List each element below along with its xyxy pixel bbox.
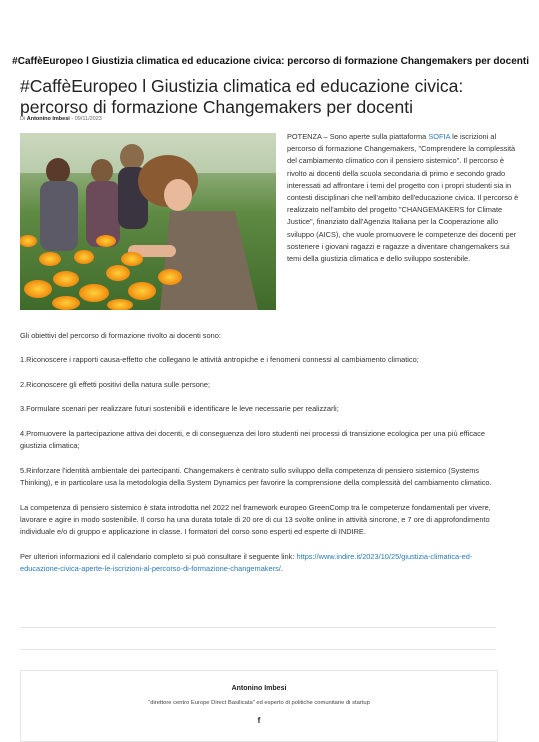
sofia-link[interactable]: SOFIA (428, 132, 451, 141)
article-title: #CaffèEuropeo l Giustizia climatica ed educazione civica: percorso di formazione Changemakers per docenti (20, 76, 464, 117)
objective-item: 2.Riconoscere gli effetti positivi della natura sulle persone; (20, 379, 211, 389)
meta-prefix: Di (20, 116, 26, 122)
indire-link[interactable]: https://www.indire.it/2023/10/25/giustizia-climatica-ed-educazione-civica-aperte-le-iscrizioni-al-percorso-di-formazione-changemakers/ (20, 551, 473, 573)
article-date: 09/11/2023 (74, 116, 102, 122)
author-box (20, 670, 498, 742)
objective-item: 4.Promuovere la partecipazione attiva dei docenti, e di conseguenza dei loro studenti nei processi di transizione ecologica per una più efficace giustizia climatica; (20, 428, 485, 451)
article-intro (287, 131, 519, 265)
more-info-paragraph (20, 551, 498, 576)
more-info-text: Per ulteriori informazioni ed il calendario completo si può consultare il seguente link: (20, 551, 297, 561)
objective-item: 1.Riconoscere i rapporti causa-effetto che collegano le attività antropiche e i fenomeni connessi al cambiamento climatico; (20, 355, 419, 365)
hero-photo (20, 133, 276, 310)
divider (20, 627, 496, 628)
competence-paragraph: La competenza di pensiero sistemico è stata introdotta nel 2022 nel framework europeo GreenComp tra le competenze fondamentali per vivere, lavorare e agire in modo sostenibile. Il corso ha una durata totale di 20 ore di cui 13 svolte online in attività sincrone, e 7 ore di approfondimento individuale e/o di gruppo e applicazione in classe. I formatori del corso sono esperti ed esperte di INDIRE. (20, 502, 491, 537)
author-name[interactable]: Antonino Imbesi (231, 685, 287, 692)
objectives-intro: Gli obiettivi del percorso di formazione rivolto ai docenti sono: (20, 331, 221, 340)
intro-text-start: POTENZA – Sono aperte sulla piattaforma (287, 132, 429, 141)
intro-text-end: le iscrizioni al percorso di formazione Changemakers, "Comprendere la complessità del cambiamento climatico con il pensiero sistemico". Il percorso è rivolto ai docenti della scuola secondaria di primo e secondo grado interessati ad affrontare i temi del progetto con i propri studenti sia in contesti disciplinari che nell'ambito dell'educazione civica. Il percorso è realizzato nell'ambito del progetto "CHANGEMAKERS for Climate Justice", finanziato dall'Agenzia Italiana per la Cooperazione allo sviluppo (AICS), che vuole promuovere le competenze dei docenti per sostenere i giovani ragazzi e ragazze a diventare changemakers sui temi della giustizia climatica e dello sviluppo sostenibile. (287, 132, 519, 264)
article-image (20, 133, 276, 310)
article-body (20, 330, 498, 587)
divider (20, 649, 496, 650)
objective-item: 3.Formulare scenari per realizzare futuri sostenibili e identificare le leve necessarie per realizzarli; (20, 404, 339, 414)
breadcrumb-title: #CaffèEuropeo l Giustizia climatica ed educazione civica: percorso di formazione Changemakers per docenti (12, 56, 529, 67)
author-description: "direttore centro Europe Direct Basilicata" ed esperto di politiche comunitarie di startup (148, 700, 370, 706)
breadcrumb (0, 56, 539, 67)
meta-separator: - (71, 116, 74, 122)
facebook-icon[interactable]: f (257, 716, 261, 725)
objective-item: 5.Rinforzare l'identità ambientale dei partecipanti. Changemakers è centrato sullo sviluppo della competenza di pensiero sistemico (Systems Thinking), e in particolare usa la metodologia della System Dynamics per favorire la comprensione della complessità del cambiamento climatico. (20, 465, 492, 488)
article-meta (20, 116, 102, 122)
author-link[interactable]: Antonino Imbesi (26, 116, 70, 122)
more-info-end: . (280, 563, 283, 573)
